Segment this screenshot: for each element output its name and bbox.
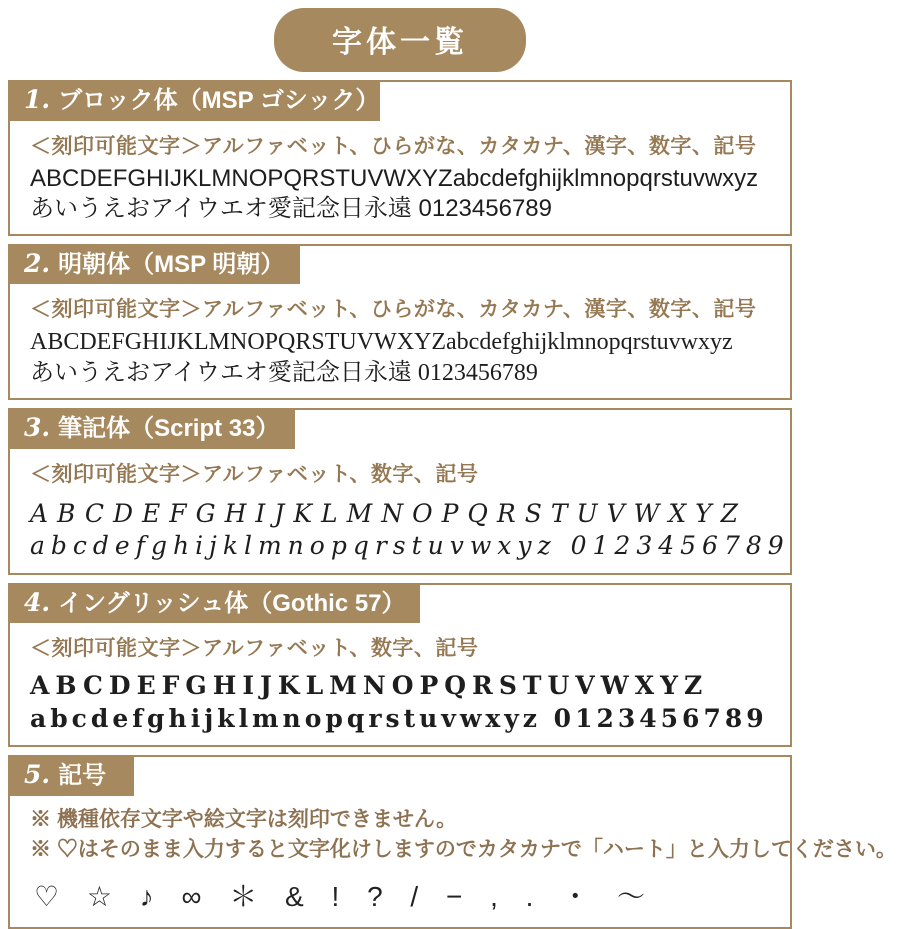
section-4-title: イングリッシュ体（Gothic 57） — [58, 589, 406, 617]
section-4-header — [10, 585, 420, 624]
section-5-header — [10, 757, 134, 796]
section-3-title: 筆記体（Script 33） — [58, 415, 280, 443]
section-2-sample-japanese: あいうえおアイウエオ愛記念日永遠 0123456789 — [30, 359, 538, 386]
page-header — [0, 0, 800, 72]
section-3-header — [10, 410, 295, 449]
section-2-header — [10, 246, 300, 285]
section-english-style — [8, 583, 792, 748]
section-block-style — [8, 80, 792, 236]
section-2-title: 明朝体（MSP 明朝） — [58, 250, 285, 278]
section-2-sample-alphabet: ABCDEFGHIJKLMNOPQRSTUVWXYZabcdefghijklmnopqrstuvwxyz — [30, 329, 733, 355]
section-4-number: 4. — [24, 587, 51, 617]
section-3-sample-uppercase: ABCDEFGHIJKLMNOPQRSTUVWXYZ — [30, 498, 748, 528]
section-2-available-chars: ＜刻印可能文字＞アルファベット、ひらがな、カタカナ、漢字、数字、記号 — [30, 298, 757, 321]
section-2-number: 2. — [24, 248, 51, 278]
section-3-number: 3. — [24, 413, 51, 443]
section-1-sample-alphabet: ABCDEFGHIJKLMNOPQRSTUVWXYZabcdefghijklmnopqrstuvwxyz — [30, 164, 759, 192]
section-3-available-chars: ＜刻印可能文字＞アルファベット、数字、記号 — [30, 462, 479, 486]
section-5-number: 5. — [24, 760, 51, 790]
section-mincho-style — [8, 244, 792, 401]
section-1-available-chars: ＜刻印可能文字＞アルファベット、ひらがな、カタカナ、漢字、数字、記号 — [30, 134, 757, 158]
section-1-sample-japanese: あいうえおアイウエオ愛記念日永遠 0123456789 — [30, 194, 552, 222]
section-3-sample-lowercase: abcdefghijklmnopqrstuvwxyz 0123456789 — [30, 531, 790, 561]
page-title: 字体一覧 — [274, 8, 526, 72]
note-dependent-chars: ※ 機種依存文字や絵文字は刻印できません。 — [30, 807, 458, 831]
section-symbols — [8, 755, 897, 928]
section-1-number: 1. — [24, 85, 51, 114]
section-5-title: 記号 — [58, 762, 107, 790]
section-1-header — [10, 82, 380, 121]
note-heart-input: ※ ♡はそのまま入力すると文字化けしますのでカタカナで「ハート」と入力してください。 — [30, 838, 897, 862]
section-4-sample-lowercase: abcdefghijklmnopqrstuvwxyz 0123456789 — [30, 703, 768, 733]
section-5-notes — [10, 796, 897, 865]
section-4-sample-uppercase: ABCDEFGHIJKLMNOPQRSTUVWXYZ — [30, 671, 709, 701]
section-script-style — [8, 408, 792, 575]
symbols-sample-line: ♡ ☆ ♪ ∞ ＊ & ! ? / − , . ・ ～ — [34, 880, 648, 912]
section-1-title: ブロック体（MSP ゴシック） — [58, 87, 380, 114]
section-4-available-chars: ＜刻印可能文字＞アルファベット、数字、記号 — [30, 637, 479, 661]
